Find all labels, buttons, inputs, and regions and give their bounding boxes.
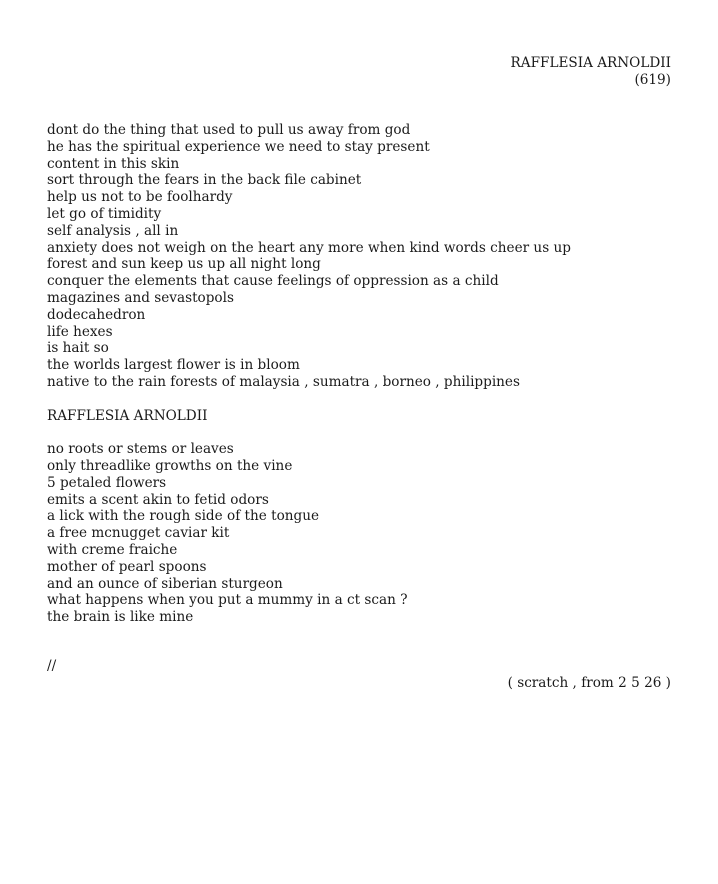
poem-line: let go of timidity xyxy=(47,205,162,222)
poem-line: a free mcnugget caviar kit xyxy=(47,525,230,542)
poem-line: a lick with the rough side of the tongue xyxy=(47,508,320,525)
poem-line: help us not to be foolhardy xyxy=(47,189,233,206)
poem-line: forest and sun keep us up all night long xyxy=(47,256,321,273)
poem-line: with creme fraiche xyxy=(47,541,178,558)
poem-line: and an ounce of siberian sturgeon xyxy=(47,575,283,592)
poem-line: dont do the thing that used to pull us away from god xyxy=(47,122,411,138)
blank-line xyxy=(47,424,687,441)
poem-body xyxy=(47,122,687,626)
poem-line: content in this skin xyxy=(47,155,180,172)
poem-line: 5 petaled flowers xyxy=(47,474,167,491)
poem-header xyxy=(511,55,671,89)
poem-title: RAFFLESIA ARNOLDII xyxy=(510,55,671,71)
poem-line: self analysis , all in xyxy=(47,222,179,239)
poem-line: dodecahedron xyxy=(47,306,146,323)
poem-line: life hexes xyxy=(47,323,113,340)
section-divider-slashes: // xyxy=(47,658,57,674)
poem-line: anxiety does not weigh on the heart any more when kind words cheer us up xyxy=(47,239,571,256)
source-note: ( scratch , from 2 5 26 ) xyxy=(507,675,671,691)
stanza-1 xyxy=(47,122,687,391)
stanza-2 xyxy=(47,441,687,626)
poem-line: only threadlike growths on the vine xyxy=(47,457,293,474)
poem-subtitle: RAFFLESIA ARNOLDII xyxy=(47,407,208,424)
poem-line: is hait so xyxy=(47,340,109,357)
poem-number: (619) xyxy=(634,72,671,88)
poem-line: magazines and sevastopols xyxy=(47,289,234,306)
poem-line: he has the spiritual experience we need to stay present xyxy=(47,138,430,155)
poem-line: the brain is like mine xyxy=(47,609,194,626)
poem-line: conquer the elements that cause feelings of oppression as a child xyxy=(47,273,499,290)
poem-line: native to the rain forests of malaysia , sumatra , borneo , philippines xyxy=(47,373,520,390)
blank-line xyxy=(47,391,687,408)
poem-line: what happens when you put a mummy in a ct scan ? xyxy=(47,592,408,609)
poem-line: emits a scent akin to fetid odors xyxy=(47,491,269,508)
poem-line: mother of pearl spoons xyxy=(47,558,207,575)
poem-line: sort through the fears in the back file cabinet xyxy=(47,172,362,189)
poem-line: the worlds largest flower is in bloom xyxy=(47,357,300,374)
poem-line: no roots or stems or leaves xyxy=(47,441,234,458)
